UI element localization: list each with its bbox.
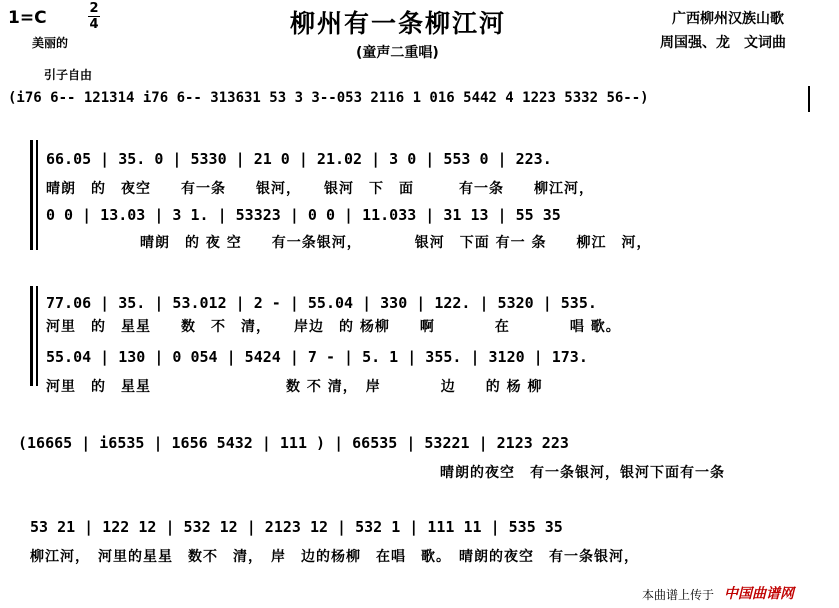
time-top: 2 bbox=[89, 1, 99, 16]
system3-notes: (16665 | i6535 | 1656 5432 | 111 ) | 66535 | 53221 | 2123 223 bbox=[18, 434, 569, 452]
system2-voice2-notes: 55.04 | 130 | 0 054 | 5424 | 7 - | 5. 1 | 355. | 3120 | 173. bbox=[46, 348, 588, 366]
system1-voice1-lyrics: 晴朗 的 夜空 有一条 银河， 银河 下 面 有一条 柳江河， bbox=[46, 181, 594, 197]
site-logo[interactable]: 中国曲谱网 bbox=[724, 586, 794, 602]
intro-label: 引子自由 bbox=[44, 68, 93, 82]
system2-voice1-lyrics: 河里 的 星星 数 不 清， 岸边 的 杨柳 啊 在 唱 歌。 bbox=[46, 319, 621, 335]
system3-lyrics: 晴朗的夜空 有一条银河，银河下面有一条 bbox=[440, 465, 725, 481]
intro-end-bar bbox=[808, 86, 810, 112]
system1-voice2-notes: 0 0 | 13.03 | 3 1. | 53323 | 0 0 | 11.033 | 31 13 | 55 35 bbox=[46, 206, 561, 224]
genre-credit: 广西柳州汉族山歌 bbox=[672, 11, 784, 27]
system2-voice1-notes: 77.06 | 35. | 53.012 | 2 - | 55.04 | 330 | 122. | 5320 | 535. bbox=[46, 294, 597, 312]
system1-voice1-notes: 66.05 | 35. 0 | 5330 | 21 0 | 21.02 | 3 0 | 553 0 | 223. bbox=[46, 150, 552, 168]
system2-voice2-lyrics: 河里 的 星星 数 不 清， 岸 边 的 杨 柳 bbox=[46, 379, 543, 395]
subtitle: (童声二重唱) bbox=[356, 45, 439, 61]
system1-bracket bbox=[30, 140, 33, 250]
time-signature bbox=[88, 2, 100, 31]
system4-lyrics: 柳江河， 河里的星星 数不 清， 岸 边的杨柳 在唱 歌。 晴朗的夜空 有一条银河， bbox=[30, 549, 639, 565]
author-credit: 周国强、龙 文词曲 bbox=[660, 35, 786, 51]
key-signature: 1=C bbox=[8, 8, 47, 28]
system1-start-bar bbox=[36, 140, 38, 250]
system4-notes: 53 21 | 122 12 | 532 12 | 2123 12 | 532 1 | 111 11 | 535 35 bbox=[30, 518, 563, 536]
time-bottom: 4 bbox=[89, 17, 99, 32]
expression-mark: 美丽的 bbox=[32, 36, 69, 50]
intro-notes: (i76 6-- 121314 i76 6-- 313631 53 3 3--053 2116 1 016 5442 4 1223 5332 56--) bbox=[8, 90, 649, 106]
system2-start-bar bbox=[36, 286, 38, 386]
page-title: 柳州有一条柳江河 bbox=[290, 9, 507, 38]
upload-note: 本曲谱上传于 bbox=[642, 588, 715, 602]
system2-bracket bbox=[30, 286, 33, 386]
system1-voice2-lyrics: 晴朗 的 夜 空 有一条银河， 银河 下面 有一 条 柳江 河， bbox=[140, 235, 652, 251]
